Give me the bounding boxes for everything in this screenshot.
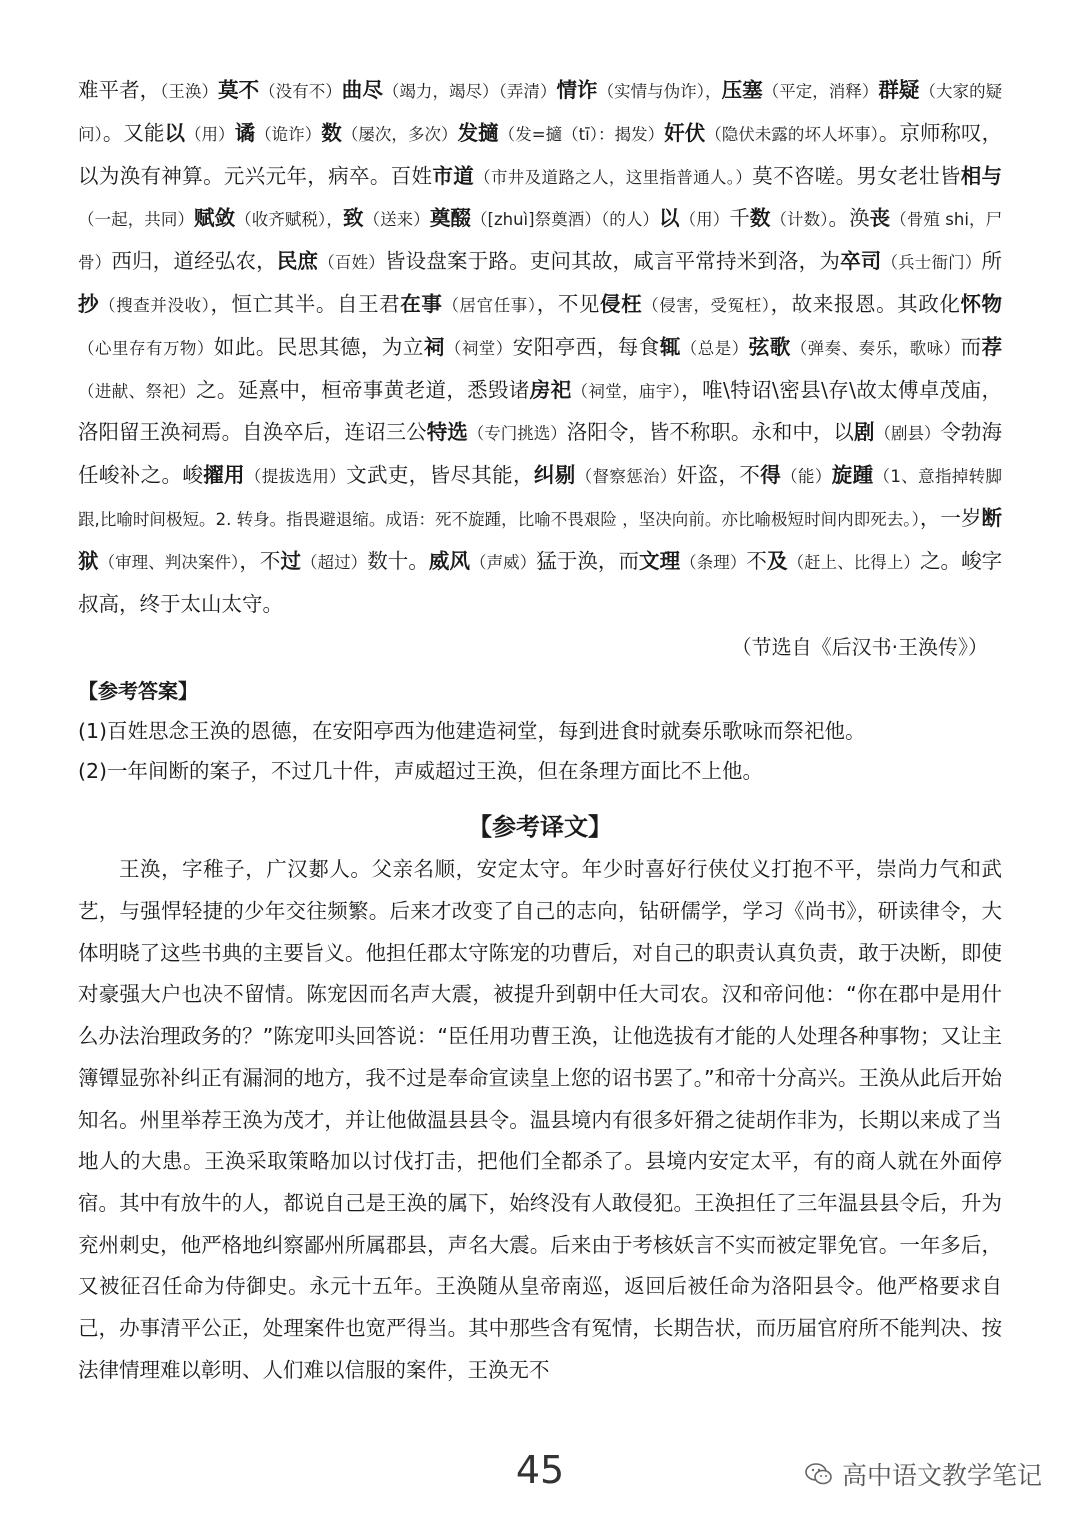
keyword: 卒司 — [840, 249, 882, 274]
keyword: 群疑 — [878, 78, 920, 102]
keyword: 致 — [342, 206, 364, 231]
annotation: （没有不） — [259, 82, 342, 101]
annotation: （百姓） — [318, 253, 385, 273]
passage-text: 千 — [729, 206, 750, 231]
source-citation: （节选自《后汉书·王涣传》） — [731, 635, 988, 660]
annotation: （用） — [679, 210, 730, 230]
annotation: （超过） — [301, 552, 368, 572]
keyword: 发擿 — [457, 120, 499, 145]
keyword: 过 — [280, 548, 301, 573]
passage-text: 令勃海任峻补之。峻 — [78, 420, 1003, 488]
passage-text: 猛于涣，而 — [536, 548, 640, 573]
annotation: （王涣） — [160, 82, 219, 101]
keyword: 赋敛 — [194, 206, 236, 231]
annotation: （计数） — [770, 210, 829, 230]
keyword: 在事 — [400, 291, 443, 316]
passage-text: 文武吏，皆尽其能， — [346, 463, 534, 488]
annotation: （剧县） — [874, 424, 941, 444]
annotation: （祠堂） — [444, 338, 513, 358]
translation-body: 王涣，字稚子，广汉郪人。父亲名顺，安定太守。年少时喜好行侠仗义打抱不平，崇尚力气和武艺，与强悍轻捷的少年交往频繁。后来才改变了自己的志向，钻研儒学，学习《尚书》，研读律令，大体明晓了这些书典的主要旨义。他担任郡太守陈宠的功曹后，对自己的职责认真负责，敢于决断，即使对豪强大户也决不留情。陈宠因而名声大震，被提升到朝中任大司农。汉和帝问他：“你在郡中是用什么办法治理政务的？”陈宠叩头回答说：“臣任用功曹王涣，让他选拔有才能的人处理各种事物；又让主簿镡显弥补纠正有漏洞的地方，我不过是奉命宣读皇上您的诏书罢了。”和帝十分高兴。王涣从此后开始知名。州里举荐王涣为茂才，并让他做温县县令。温县境内有很多奸猾之徒胡作非为，长期以来成了当地人的大患。王涣采取策略加以讨伐打击，把他们全都杀了。县境内安定太平，有的商人就在外面停宿。其中有放牛的人，都说自己是王涣的属下，始终没有人敢侵犯。王涣担任了三年温县县令后，升为兖州刺史，他严格地纠察鄙州所属郡县，声名大震。后来由于考核妖言不实而被定罪免官。一年多后，又被征召任命为侍御史。永元十五年。王涣随从皇帝南巡，返回后被任命为洛阳县令。他严格要求自己，办事清平公正，处理案件也宽严得当。其中那些含有冤情，长期告状，而历届官府所不能判决、按法律情理难以彰明、人们难以信服的案件，王涣无不 — [78, 857, 1002, 1382]
annotation: （市井及道路之人，这里指普通人。） — [474, 167, 753, 187]
keyword: 数 — [749, 206, 771, 231]
keyword: 纠剔 — [533, 463, 576, 488]
answer-2: (2)一年间断的案子，不过几十件，声威超过王涣，但在条理方面比不上他。 — [78, 759, 764, 784]
answer-1: (1)百姓思念王涣的恩德，在安阳亭西为他建造祠堂，每到进食时就奏乐歌咏而祭祀他。 — [78, 719, 866, 744]
classical-passage — [78, 70, 1002, 625]
keyword: 相与 — [960, 163, 1003, 188]
annotation: （心里存有万物） — [78, 338, 214, 358]
annotation: （用） — [184, 124, 235, 144]
passage-text: 。京师称叹，以为涣有神算。元兴元年，病卒。百姓 — [78, 120, 1003, 188]
annotation: （1、意指掉转脚跟,比喻时间极短。2. 转身。指畏避退缩。成语：死不旋踵，比喻不畏艰险 ，坚决向前。亦比喻极短时间内即死去。） — [78, 467, 1003, 529]
annotation: （实情与伪诈）， — [597, 82, 722, 101]
annotation: （弹奏、奏乐，歌咏） — [790, 338, 961, 358]
passage-text: 之。延熹中，桓帝事黄老道，悉毁诸 — [196, 377, 530, 402]
passage-text: ，不 — [239, 548, 281, 573]
keyword: 擢用 — [203, 463, 245, 488]
annotation: （声威） — [470, 552, 537, 572]
annotation: （进献、祭祀） — [78, 381, 197, 401]
watermark — [804, 1456, 1042, 1492]
watermark-text: 高中语文教学笔记 — [841, 1461, 1042, 1490]
annotation: （条理） — [680, 552, 747, 572]
keyword: 祠 — [423, 334, 445, 359]
passage-text: 之。峻字叔高，终于太山太守。 — [78, 548, 1003, 616]
annotation: （能） — [781, 467, 832, 487]
annotation: （专门挑选） — [467, 424, 567, 444]
passage-text: 如此。民思其德，为立 — [213, 334, 424, 359]
keyword: 文理 — [639, 548, 681, 573]
passage-text: 西归，道经弘农， — [111, 249, 277, 274]
annotation: （兵士衙门） — [881, 253, 982, 273]
passage-text: ，恒亡其半。自王君 — [210, 291, 401, 316]
keyword: 剧 — [853, 420, 875, 445]
annotation: （督察惩治） — [575, 467, 677, 487]
passage-text: ，故来报恩。其政化 — [770, 291, 961, 316]
passage-text: 皆设盘案于路。吏问其故，咸言平常持米到洛，为 — [384, 249, 841, 274]
keyword: 数 — [321, 120, 342, 145]
keyword: 曲尽 — [341, 78, 383, 102]
keyword: 及 — [766, 548, 788, 573]
annotation: （赶上、比得上） — [787, 552, 920, 572]
passage-text: 不 — [746, 548, 767, 573]
passage-text: 所 — [981, 249, 1003, 274]
keyword: 情诈 — [556, 78, 598, 102]
answer-heading: 【参考答案】 — [78, 679, 198, 704]
passage-text: ，不见 — [536, 291, 600, 316]
passage-text: 奸盗，不 — [676, 463, 761, 488]
passage-text: 。涣 — [828, 206, 870, 231]
annotation: （大家的疑问） — [78, 82, 1003, 144]
passage-text: 。又能 — [102, 120, 165, 145]
annotation: （隐伏未露的坏人坏事） — [705, 124, 879, 144]
annotation: （竭力，竭尽）（弄清） — [382, 82, 557, 101]
annotation: （屡次，多次） — [341, 124, 458, 144]
document-page — [78, 70, 1002, 1392]
annotation: （诡诈） — [255, 124, 322, 144]
page-number: 45 — [515, 1448, 565, 1492]
keyword: 谲 — [234, 120, 256, 145]
passage-text: 洛阳令，皆不称职。永和中，以 — [566, 420, 854, 445]
keyword: 房祀 — [529, 377, 572, 402]
keyword: 以 — [164, 120, 185, 145]
keyword: 怀物 — [960, 291, 1003, 316]
keyword: 弦歌 — [748, 334, 791, 359]
keyword: 民庶 — [276, 249, 319, 274]
keyword: 特选 — [426, 420, 468, 445]
keyword: 旋踵 — [831, 463, 874, 488]
annotation: （[zhuì]祭奠酒）（的人） — [470, 210, 659, 230]
keyword: 奸伏 — [664, 120, 706, 145]
annotation: （提拔选用） — [244, 467, 347, 487]
passage-text: ，一岁 — [919, 505, 982, 530]
annotation: （总是） — [680, 338, 749, 358]
wechat-icon — [804, 1461, 834, 1487]
keyword: 荐 — [981, 334, 1003, 359]
keyword: 压塞 — [721, 78, 763, 102]
annotation: （送来） — [363, 210, 430, 230]
annotation: （审理、判决案件） — [98, 552, 240, 572]
keyword: 侵枉 — [600, 291, 643, 316]
annotation: （平定，消释） — [762, 82, 879, 101]
keyword: 得 — [760, 463, 782, 488]
keyword: 奠醊 — [429, 206, 471, 231]
keyword: 抄 — [78, 291, 100, 316]
annotation: （居官任事） — [442, 295, 537, 315]
translation-heading: 【参考译文】 — [468, 813, 612, 842]
keyword: 断狱 — [78, 505, 1002, 573]
annotation: （搜查并没收） — [99, 295, 211, 315]
passage-text: 而 — [960, 334, 982, 359]
passage-text: ，唯\特诏\密县\存\故太傅卓茂庙，洛阳留王涣祠焉。自涣卒后，连诏三公 — [78, 377, 1002, 445]
annotation: （祠堂，庙宇） — [571, 381, 682, 401]
keyword: 以 — [659, 206, 680, 231]
keyword: 威风 — [428, 548, 471, 573]
annotation: （骨殖 shi，尸骨） — [78, 210, 1003, 273]
annotation: （侵害，受冤枉） — [642, 295, 771, 315]
keyword: 莫不 — [218, 78, 260, 102]
passage-text: 数十。 — [367, 548, 429, 573]
passage-text: 难平者， — [78, 78, 161, 102]
keyword: 丧 — [869, 206, 891, 231]
passage-text: 安阳亭西，每食 — [512, 334, 660, 359]
annotation: （一起，共同） — [78, 210, 195, 230]
passage-text: 莫不咨嗟。男女老壮皆 — [752, 163, 961, 188]
keyword: 辄 — [659, 334, 681, 359]
annotation: （发=擿（tī）：揭发） — [498, 124, 665, 144]
annotation: （收齐赋税）， — [235, 210, 343, 230]
keyword: 市道 — [432, 163, 475, 188]
